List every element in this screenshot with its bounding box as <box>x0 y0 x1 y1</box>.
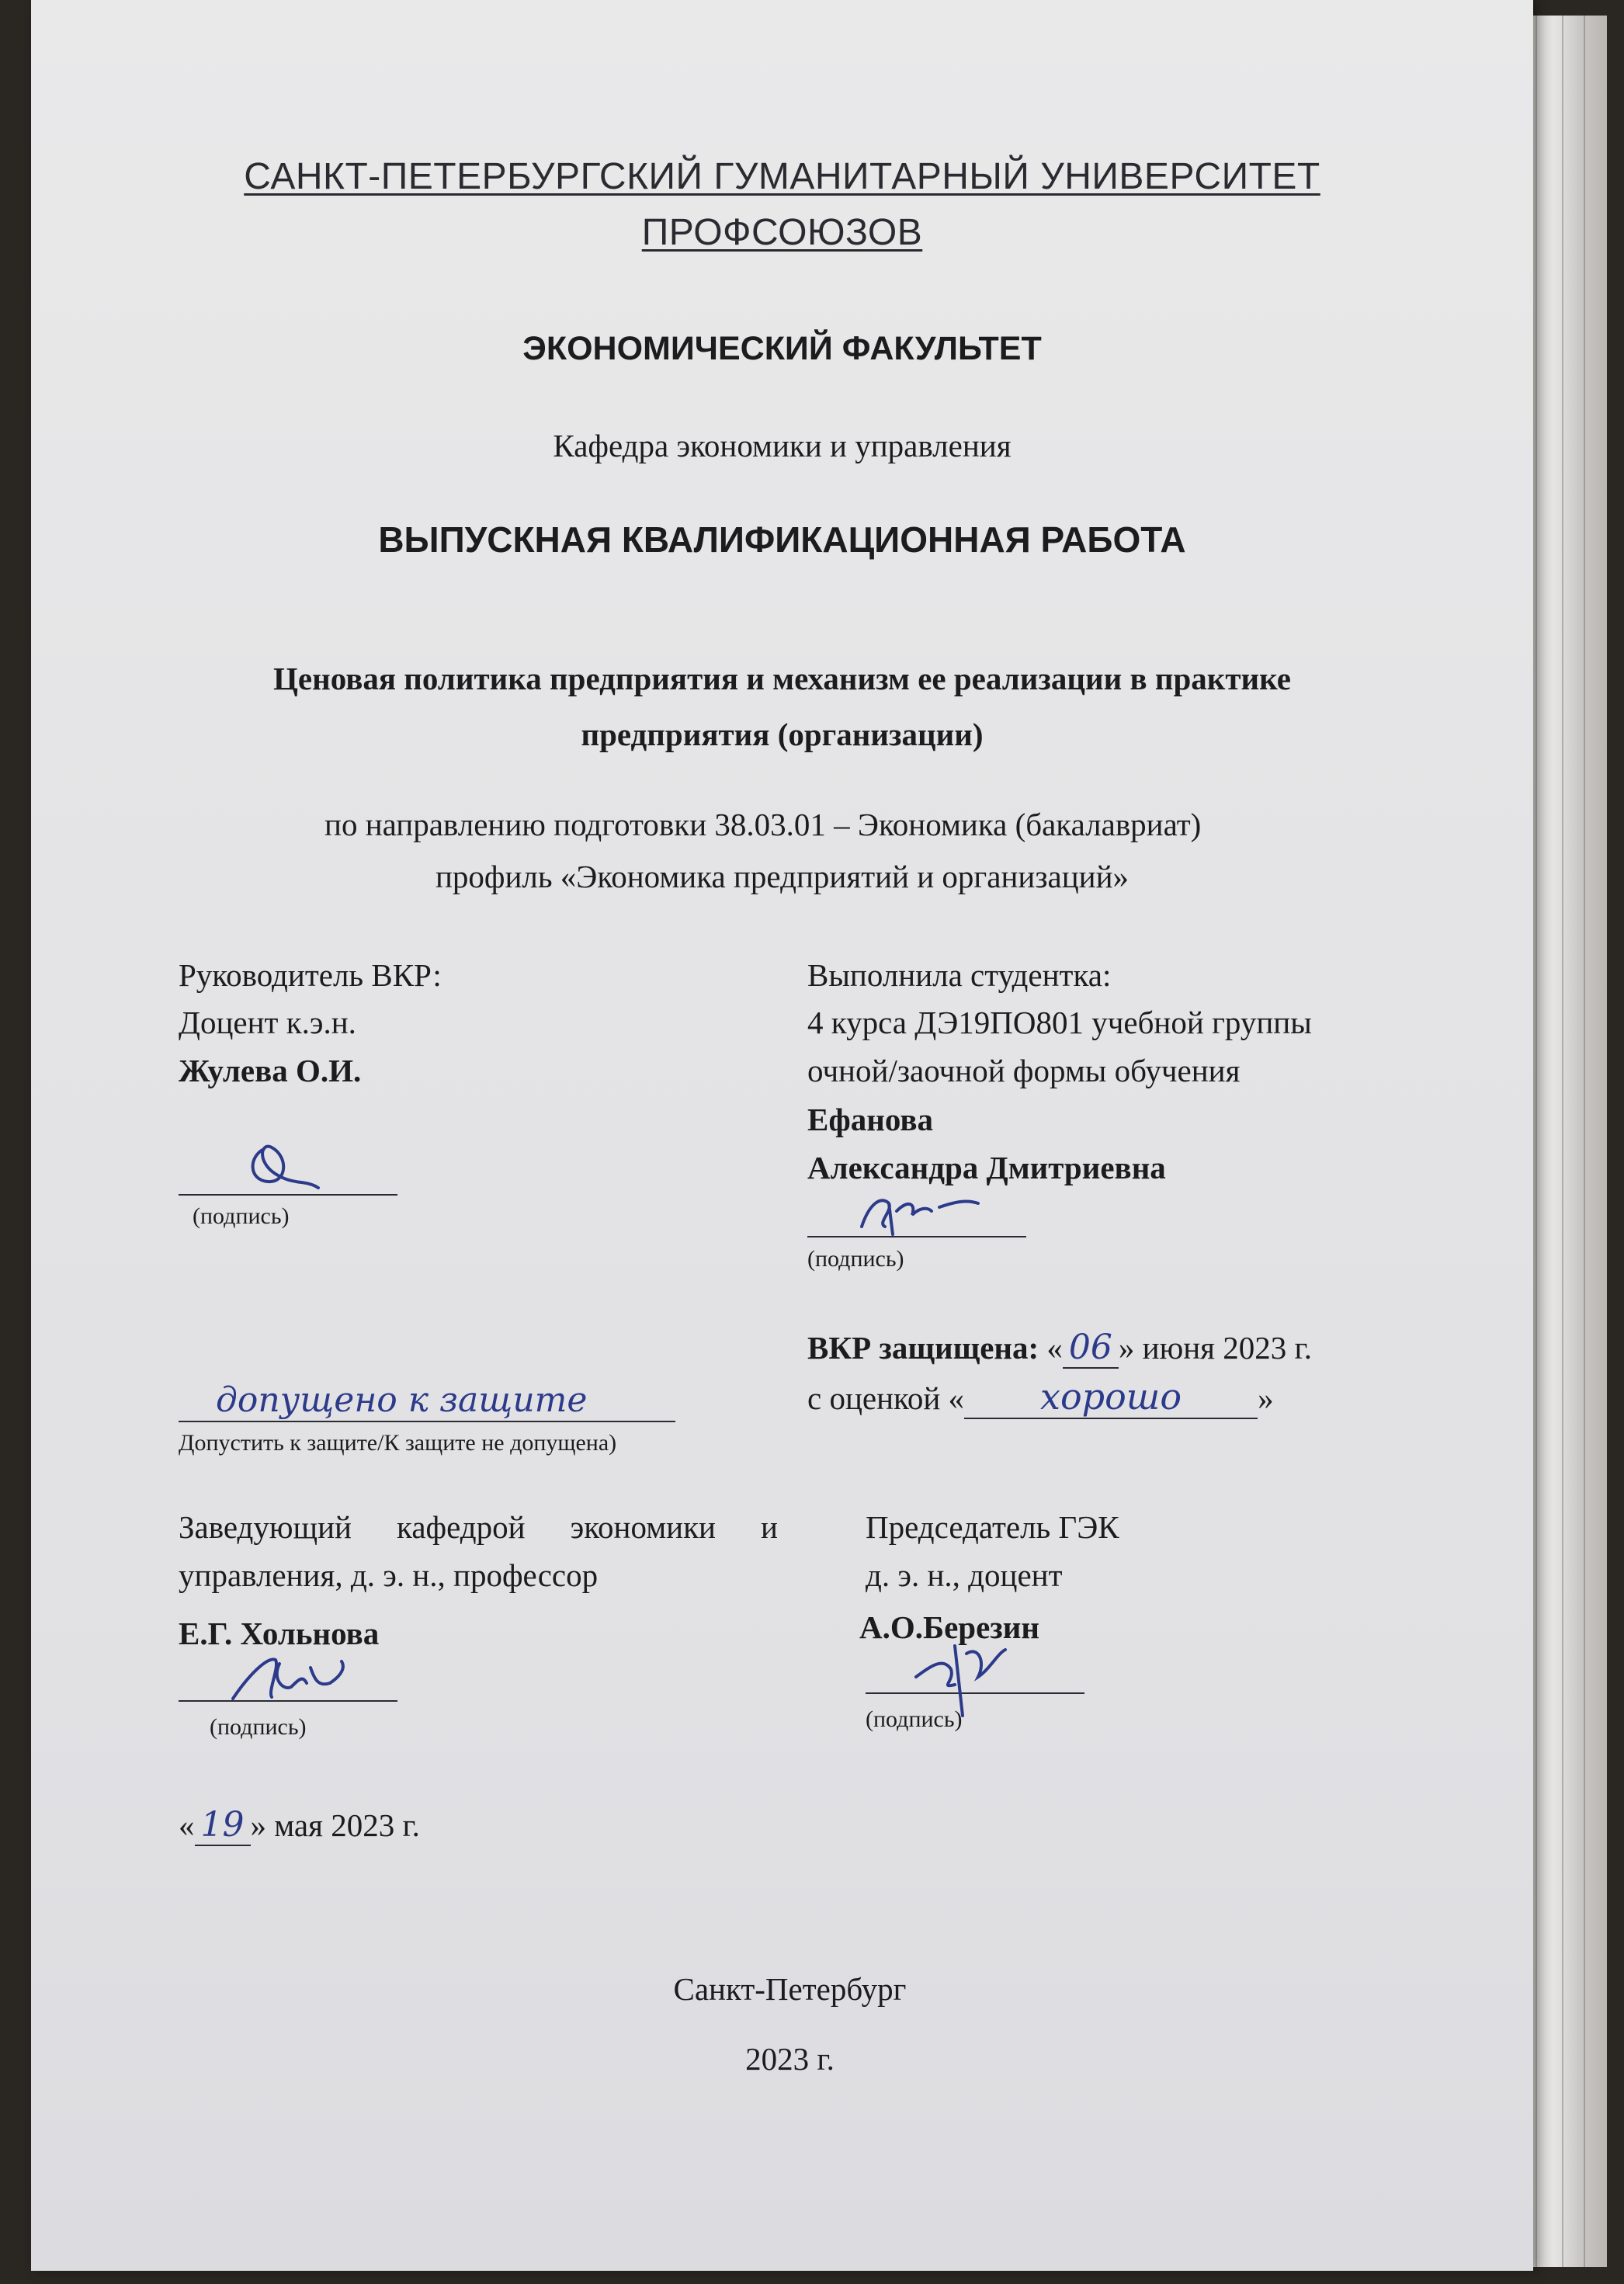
gek-chair-degree: д. э. н., доцент <box>866 1557 1063 1593</box>
head-name: Е.Г. Хольнова <box>179 1616 380 1651</box>
student-surname: Ефанова <box>807 1102 933 1137</box>
supervisor-name: Жулева О.И. <box>179 1053 362 1088</box>
faculty-name: ЭКОНОМИЧЕСКИЙ ФАКУЛЬТЕТ <box>522 330 1042 367</box>
grade-prefix: с оценкой « <box>807 1380 965 1416</box>
study-profile: профиль «Экономика предприятий и организаций» <box>435 859 1130 894</box>
university-name-line1: САНКТ-ПЕТЕРБУРГСКИЙ ГУМАНИТАРНЫЙ УНИВЕРСИТЕТ <box>244 156 1320 197</box>
university-name-line2: ПРОФСОЮЗОВ <box>641 212 923 253</box>
thesis-title-line2: предприятия (организации) <box>581 717 984 752</box>
head-title-line2: управления, д. э. н., профессор <box>179 1557 599 1593</box>
student-given-names: Александра Дмитриевна <box>807 1150 1166 1185</box>
supervisor-sign-caption: (подпись) <box>193 1203 290 1229</box>
defense-day-handwritten: 06 <box>1063 1328 1119 1369</box>
head-date-quote-open: « <box>179 1807 195 1843</box>
work-type: ВЫПУСКНАЯ КВАЛИФИКАЦИОННАЯ РАБОТА <box>378 519 1186 560</box>
student-signature <box>854 1180 1001 1242</box>
gek-chair-sign-caption: (подпись) <box>866 1706 963 1732</box>
title-page <box>31 0 1533 2271</box>
defense-quote-open: « <box>1046 1330 1063 1366</box>
head-sign-caption: (подпись) <box>210 1714 307 1740</box>
student-sign-caption: (подпись) <box>807 1246 904 1272</box>
admission-caption: Допустить к защите/К защите не допущена) <box>179 1430 617 1456</box>
head-title-line1: Заведующий кафедрой экономики и <box>179 1509 778 1545</box>
head-signature <box>225 1644 357 1714</box>
defense-grade-line <box>807 1376 1274 1419</box>
year: 2023 г. <box>745 2041 835 2077</box>
student-group: 4 курса ДЭ19ПО801 учебной группы <box>807 1005 1312 1040</box>
city: Санкт-Петербург <box>673 1971 907 2007</box>
admission-line <box>179 1421 675 1422</box>
defense-label: ВКР защищена: <box>807 1330 1039 1366</box>
gek-chair-name: А.О.Березин <box>859 1609 1040 1645</box>
thesis-title-line1: Ценовая политика предприятия и механизм ее реализации в практике <box>273 661 1291 696</box>
supervisor-signature <box>241 1133 326 1203</box>
defense-date-rest: » июня 2023 г. <box>1118 1330 1312 1366</box>
grade-handwritten: хорошо <box>964 1376 1258 1419</box>
supervisor-position: Доцент к.э.н. <box>179 1005 356 1040</box>
head-date-line <box>179 1805 420 1846</box>
department-name: Кафедра экономики и управления <box>553 428 1012 463</box>
admission-handwritten: допущено к защите <box>216 1380 588 1420</box>
student-study-form: очной/заочной формы обучения <box>807 1053 1241 1088</box>
head-date-day-handwritten: 19 <box>195 1805 251 1846</box>
study-direction: по направлению подготовки 38.03.01 – Экономика (бакалавриат) <box>324 807 1202 842</box>
gek-chair-title: Председатель ГЭК <box>866 1509 1119 1545</box>
supervisor-label: Руководитель ВКР: <box>179 957 442 993</box>
grade-suffix: » <box>1258 1380 1274 1416</box>
head-date-rest: » мая 2023 г. <box>250 1807 420 1843</box>
student-label: Выполнила студентка: <box>807 957 1112 993</box>
defense-date-line <box>807 1328 1312 1369</box>
